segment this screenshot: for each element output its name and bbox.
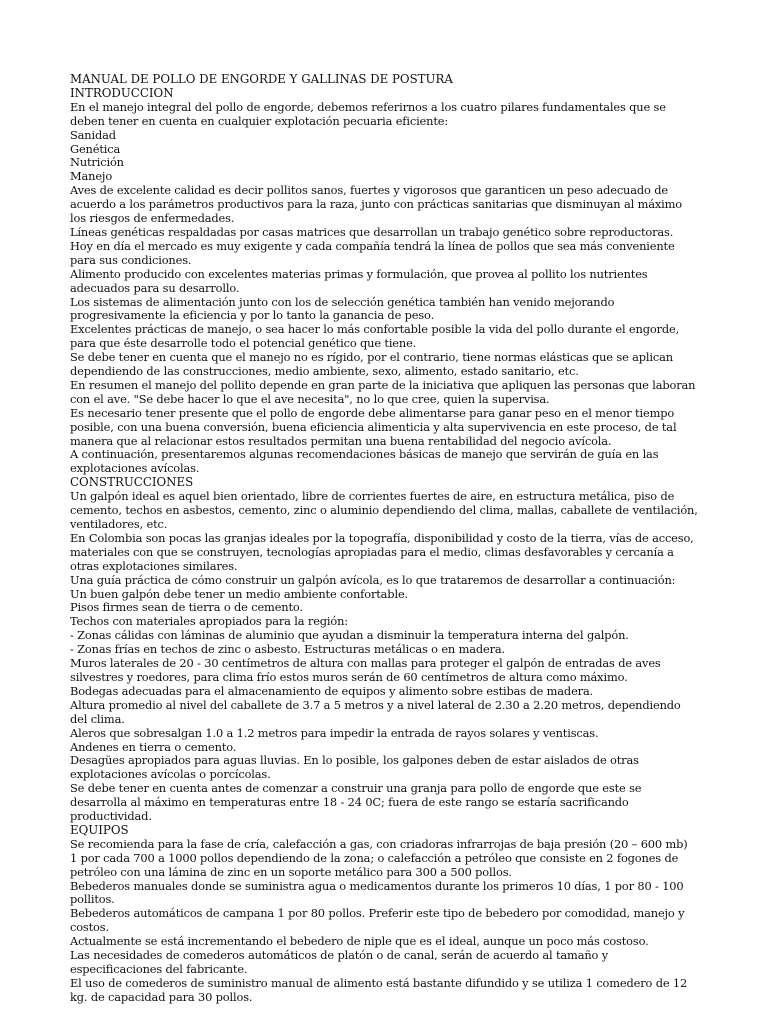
paragraph: Sanidad xyxy=(70,127,116,142)
paragraph: Excelentes prácticas de manejo, o sea hacer lo más confortable posible la vida del pollo durante el engorde, para que éste desarrolle todo el potencial genético que tiene. xyxy=(70,322,680,351)
paragraph: Pisos firmes sean de tierra o de cemento. xyxy=(70,600,303,615)
paragraph: Actualmente se está incrementando el bebedero de niple que es el ideal, aunque un poco más costoso. xyxy=(70,934,649,949)
paragraph: Bebederos manuales donde se suministra agua o medicamentos durante los primeros 10 días, 1 por 80 - 100 pollitos. xyxy=(70,878,684,907)
paragraph: Se debe tener en cuenta que el manejo no es rígido, por el contrario, tiene normas elásticas que se aplican dependiendo de las construcciones, medio ambiente, sexo, alimento, estado sanitario, etc. xyxy=(70,350,673,379)
paragraph: - Zonas frías en techos de zinc o asbesto. Estructuras metálicas o en madera. xyxy=(70,642,506,657)
section-heading: CONSTRUCCIONES xyxy=(70,475,194,490)
paragraph: En el manejo integral del pollo de engorde, debemos referirnos a los cuatro pilares fundamentales que se deben tener en cuenta en cualquier explotación pecuaria eficiente: xyxy=(70,99,666,128)
paragraph: Desagües apropiados para aguas lluvias. En lo posible, los galpones deben de estar aislados de otras explotaciones avícolas o porcícolas. xyxy=(70,753,639,782)
section-heading: INTRODUCCION xyxy=(70,85,174,100)
paragraph: Bodegas adecuadas para el almacenamiento de equipos y alimento sobre estibas de madera. xyxy=(70,683,594,698)
document-body xyxy=(70,73,698,1005)
paragraph: Aves de excelente calidad es decir pollitos sanos, fuertes y vigorosos que garanticen un peso adecuado de acuerdo a los parámetros productivos para la raza, junto con prácticas sanitarias que disminuyan al máximo los riesgos de enfermedades. xyxy=(70,183,682,226)
paragraph: Nutrición xyxy=(70,155,124,170)
paragraph: El uso de comederos de suministro manual de alimento está bastante difundido y se utiliza 1 comedero de 12 kg. de capacidad para 30 pollos. xyxy=(70,975,688,1004)
paragraph: Un buen galpón debe tener un medio ambiente confortable. xyxy=(70,586,409,601)
paragraph: Las necesidades de comederos automáticos de platón o de canal, serán de acuerdo al tamaño y especificaciones del fabricante. xyxy=(70,948,608,976)
paragraph: En resumen el manejo del pollito depende en gran parte de la iniciativa que apliquen las personas que laboran con el ave. "Se debe hacer lo que el ave necesita", no lo que cree, quien la supervisa. xyxy=(70,377,696,406)
paragraph: Techos con materiales apropiados para la región: xyxy=(70,614,348,629)
paragraph: A continuación, presentaremos algunas recomendaciones básicas de manejo que servirán de guía en las explotaciones avícolas. xyxy=(70,447,659,476)
paragraph: Se recomienda para la fase de cría, calefacción a gas, con criadoras infrarrojas de baja presión (20 – 600 mb) 1 por cada 700 a 1000 pollos dependiendo de la zona; o calefacción a petróleo que consiste en 2 fogones de petróleo con una lámina de zinc en un soporte metálico para 300 a 500 pollos. xyxy=(70,836,688,879)
paragraph: Andenes en tierra o cemento. xyxy=(70,739,237,754)
paragraph: - Zonas cálidas con láminas de aluminio que ayudan a disminuir la temperatura interna del galpón. xyxy=(70,628,629,643)
paragraph: Se debe tener en cuenta antes de comenzar a construir una granja para pollo de engorde que este se desarrolla al máximo en temperaturas entre 18 - 24 0C; fuera de este rango se estaría sacrificando productividad. xyxy=(70,781,642,824)
paragraph: Bebederos automáticos de campana 1 por 80 pollos. Preferir este tipo de bebedero por comodidad, manejo y costos. xyxy=(70,906,685,935)
paragraph: Un galpón ideal es aquel bien orientado, libre de corrientes fuertes de aire, en estructura metálica, piso de cemento, techos en asbestos, cemento, zinc o aluminio dependiendo del clima, mallas, caballete de ventilación, ventiladores, etc. xyxy=(70,489,698,531)
paragraph: Genética xyxy=(70,141,121,156)
paragraph: En Colombia son pocas las granjas ideales por la topografía, disponibilidad y costo de la tierra, vías de acceso, materiales con que se construyen, tecnologías apropiadas para el medio, climas desfavorables y cercanía a otras explotaciones similares. xyxy=(70,530,694,573)
paragraph: Aleros que sobresalgan 1.0 a 1.2 metros para impedir la entrada de rayos solares y ventiscas. xyxy=(70,725,599,740)
section-heading: MANUAL DE POLLO DE ENGORDE Y GALLINAS DE POSTURA xyxy=(70,72,453,86)
paragraph: Líneas genéticas respaldadas por casas matrices que desarrollan un trabajo genético sobre reproductoras. Hoy en día el mercado es muy exigente y cada compañía tendrá la línea de pollos que sea más conveniente para sus condiciones. xyxy=(70,224,675,267)
paragraph: Manejo xyxy=(70,169,113,184)
paragraph: Una guía práctica de cómo construir un galpón avícola, es lo que trataremos de desarrollar a continuación: xyxy=(70,572,676,587)
section-heading: EQUIPOS xyxy=(70,822,129,837)
paragraph: Los sistemas de alimentación junto con los de selección genética también han venido mejorando progresivamente la eficiencia y por lo tanto la ganancia de peso. xyxy=(70,294,615,323)
paragraph: Alimento producido con excelentes materias primas y formulación, que provea al pollito los nutrientes adecuados para su desarrollo. xyxy=(70,266,648,295)
paragraph: Altura promedio al nivel del caballete de 3.7 a 5 metros y a nivel lateral de 2.30 a 2.20 metros, dependiendo del clima. xyxy=(70,697,681,726)
paragraph: Es necesario tener presente que el pollo de engorde debe alimentarse para ganar peso en el menor tiempo posible, con una buena conversión, buena eficiencia alimenticia y alta supervivencia en este proceso, de tal manera que al relacionar estos resultados permitan una buena rentabilidad del negocio avícola. xyxy=(70,405,677,448)
paragraph: Muros laterales de 20 - 30 centímetros de altura con mallas para proteger el galpón de entradas de aves silvestres y roedores, para clima frío estos muros serán de 60 centímetros de altura como máximo. xyxy=(70,656,661,684)
